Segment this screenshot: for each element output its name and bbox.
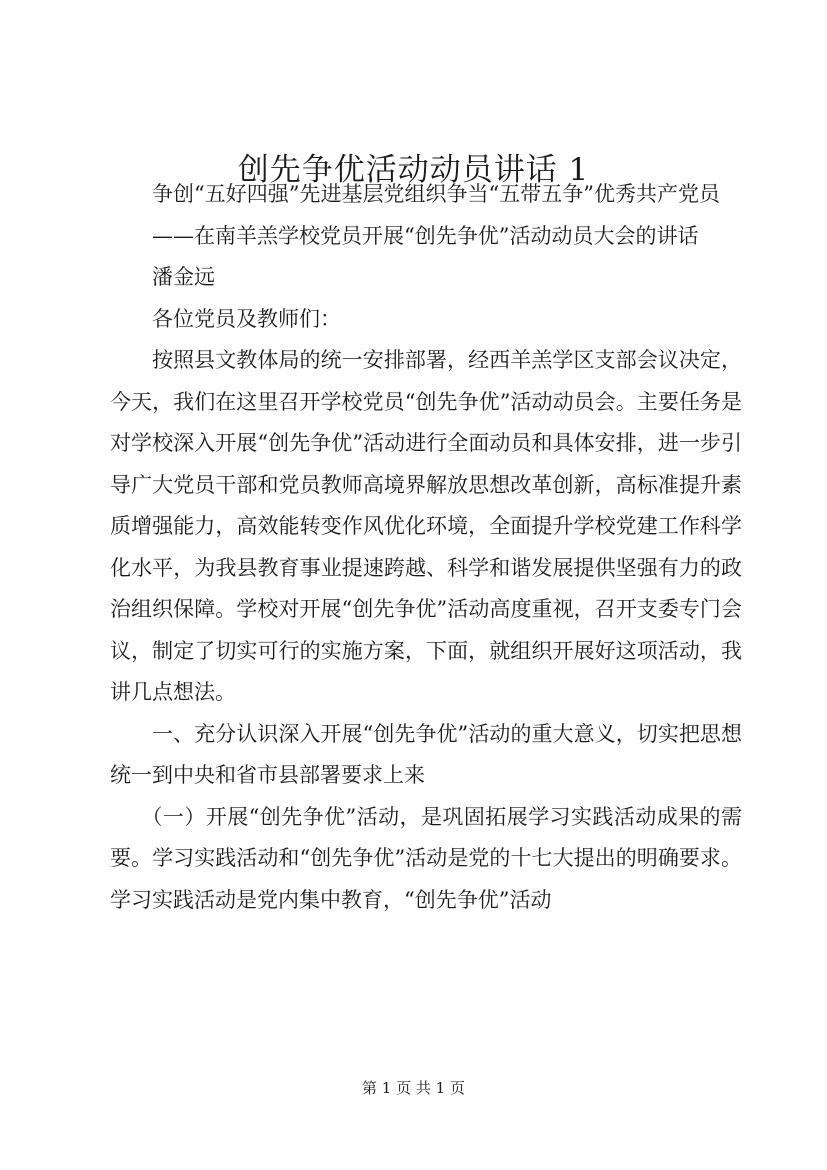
salutation: 各位党员及教师们： — [152, 306, 341, 331]
body-paragraph: 按照县文教体局的统一安排部署，经西羊羔学区支部会议决定，今天，我们在这里召开学校党员“创先争优”活动动员会。主要任务是对学校深入开展“创先争优”活动进行全面动员和具体安排，进一步引导广大党员干部和党员教师高境界解放思想改革创新，高标准提升素质增强能力，高效能转变作风优化环境，全面提升学校党建工作科学化水平，为我县教育事业提速跨越、科学和谐发展提供坚强有力的政治组织保障。学校对开展“创先争优”活动高度重视，召开支委专门会议，制定了切实可行的实施方案，下面，就组织开展好这项活动，我讲几点想法。 — [110, 348, 742, 704]
subtitle-line: 争创“五好四强”先进基层党组织争当“五带五争”优秀共产党员 — [152, 182, 720, 206]
page-footer: 第 1 页 共 1 页 — [362, 1079, 465, 1097]
body-paragraph: （一）开展“创先争优”活动，是巩固拓展学习实践活动成果的需要。学习实践活动和“创先争优”活动是党的十七大提出的明确要求。学习实践活动是党内集中教育，“创先争优”活动 — [110, 804, 742, 912]
document-title: 创先争优活动动员讲话 1 — [237, 152, 590, 188]
author-name: 潘金远 — [152, 265, 215, 289]
section-heading: 一、充分认识深入开展“创先争优”活动的重大意义，切实把思想统一到中央和省市县部署要求上来 — [110, 721, 742, 787]
subtitle-occasion: ——在南羊羔学校党员开展“创先争优”活动动员大会的讲话 — [152, 223, 699, 248]
document-body — [110, 174, 742, 921]
